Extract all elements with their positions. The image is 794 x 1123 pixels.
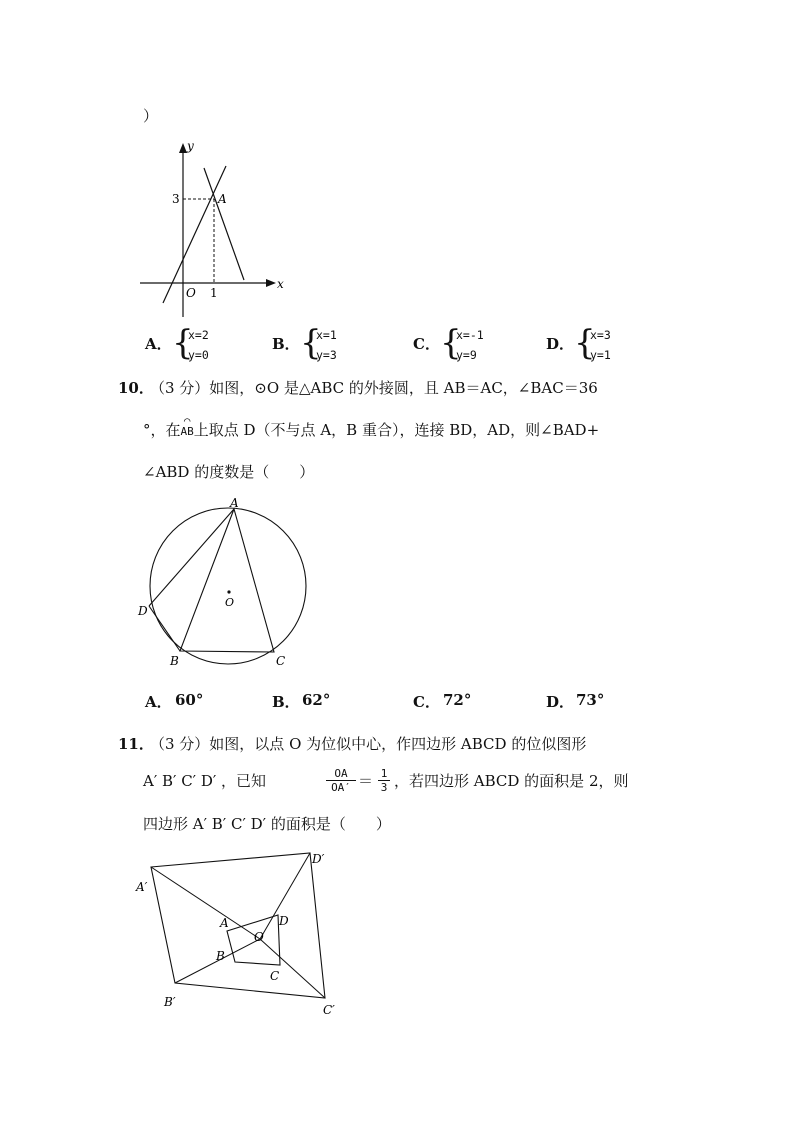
- ray-o-a2: [151, 867, 260, 939]
- arc-label: AB: [180, 425, 194, 438]
- equation-line: y=0: [188, 348, 209, 362]
- label-c: C: [270, 969, 280, 983]
- equation-line: y=3: [316, 348, 337, 362]
- equation-line: x=-1: [456, 328, 484, 342]
- q10-line1: （3 分）如图，⊙O 是△ABC 的外接圆，且 AB＝AC，∠BAC＝36: [150, 379, 598, 397]
- label-d-prime: D′: [312, 852, 325, 866]
- brace-icon: {: [172, 323, 194, 363]
- label-a: A: [230, 496, 239, 510]
- q9-closing-paren: ）: [143, 107, 159, 125]
- fraction-denominator: OA′: [331, 781, 351, 794]
- fraction-numerator: 1: [378, 767, 390, 781]
- q9-graph: [130, 135, 300, 325]
- x-axis-label: x: [277, 277, 284, 291]
- brace-icon: {: [440, 323, 462, 363]
- option-letter: A．: [145, 693, 172, 711]
- option-letter: D．: [546, 335, 575, 353]
- label-a-prime: A′: [136, 880, 148, 894]
- equation-line: x=3: [590, 328, 611, 342]
- triangle-abc: [180, 509, 274, 652]
- fraction-numerator: OA: [326, 767, 356, 781]
- fraction-oa-over-oa-prime: [326, 767, 356, 794]
- option-letter: C．: [413, 693, 440, 711]
- equation-line: y=1: [590, 348, 611, 362]
- option-letter: D．: [546, 693, 575, 711]
- option-letter: C．: [413, 335, 440, 353]
- center-point-o: [227, 590, 230, 593]
- label-c-prime: C′: [323, 1003, 335, 1017]
- arc-icon: ⌒: [183, 414, 191, 427]
- option-letter: A．: [145, 335, 172, 353]
- q10-line2: [143, 414, 600, 442]
- equals-sign: ＝: [358, 772, 374, 790]
- y-axis-label: y: [187, 139, 194, 153]
- brace-icon: {: [300, 323, 322, 363]
- option-value: 60°: [175, 691, 204, 709]
- q10-line3: ∠ABD 的度数是（ ）: [143, 463, 315, 481]
- option-value: 72°: [443, 691, 472, 709]
- option-value: 62°: [302, 691, 331, 709]
- line-decreasing: [204, 168, 244, 280]
- x-axis-arrow: [266, 279, 276, 287]
- label-o: O: [254, 930, 264, 944]
- equation-line: y=9: [456, 348, 477, 362]
- label-a: A: [220, 916, 229, 930]
- label-b: B: [170, 654, 179, 668]
- fraction-one-third: [378, 767, 390, 794]
- label-c: C: [276, 654, 286, 668]
- q10-number: 10．: [118, 379, 154, 397]
- equation-line: x=1: [316, 328, 337, 342]
- fraction-denominator: 3: [380, 781, 388, 794]
- q10-line2-prefix: °，在: [143, 421, 181, 439]
- q11-line3: 四边形 A′ B′ C′ D′ 的面积是（ ）: [143, 815, 391, 833]
- quad-a2b2c2d2: [151, 853, 325, 998]
- q10-figure: [130, 495, 310, 675]
- q10-line2-suffix: 上取点 D（不与点 A，B 重合），连接 BD，AD，则∠BAD+: [193, 421, 600, 439]
- label-b: B: [216, 949, 225, 963]
- q11-figure: [130, 843, 360, 1018]
- y-axis-arrow: [179, 143, 187, 153]
- option-letter: B．: [272, 335, 300, 353]
- segment-ad: [149, 509, 234, 606]
- q11-number: 11．: [118, 735, 154, 753]
- origin-label: O: [186, 286, 196, 300]
- point-a-label: A: [218, 192, 227, 206]
- segment-bd: [149, 606, 180, 651]
- arc-ab: [180, 414, 194, 442]
- label-o: O: [225, 596, 235, 609]
- q11-line2-b: ，若四边形 ABCD 的面积是 2，则: [394, 772, 629, 790]
- q11-line1: （3 分）如图，以点 O 为位似中心，作四边形 ABCD 的位似图形: [150, 735, 587, 753]
- equation-line: x=2: [188, 328, 209, 342]
- option-letter: B．: [272, 693, 300, 711]
- label-d: D: [138, 604, 148, 618]
- option-value: 73°: [576, 691, 605, 709]
- label-d: D: [279, 914, 289, 928]
- x-tick-label: 1: [210, 286, 218, 300]
- label-b-prime: B′: [164, 995, 176, 1009]
- y-tick-label: 3: [172, 192, 180, 206]
- q11-line2-a: A′ B′ C′ D′ ，已知: [143, 772, 267, 790]
- brace-icon: {: [574, 323, 596, 363]
